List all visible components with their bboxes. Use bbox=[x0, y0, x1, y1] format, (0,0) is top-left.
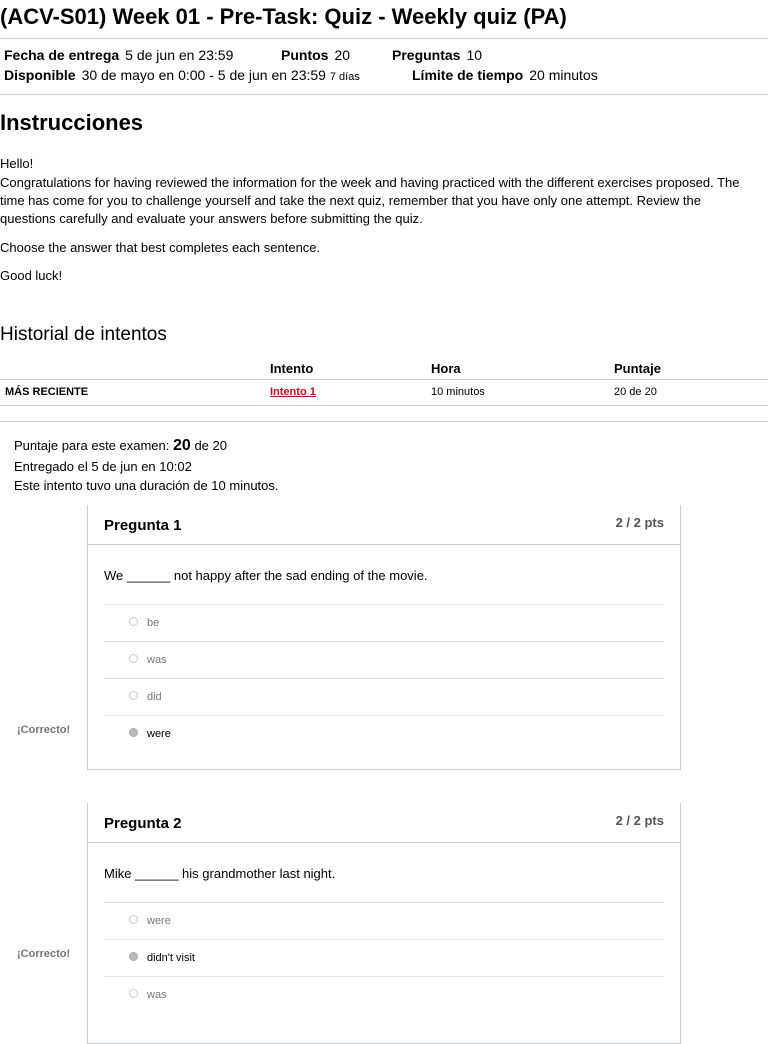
question-points: 2 / 2 pts bbox=[615, 515, 664, 530]
answer-label: did bbox=[147, 691, 162, 703]
due-date bbox=[4, 47, 233, 63]
divider bbox=[0, 421, 768, 422]
question-points: 2 / 2 pts bbox=[615, 813, 664, 828]
points-value: 20 bbox=[334, 47, 351, 63]
time-limit bbox=[412, 67, 598, 83]
instructions-paragraph: Congratulations for having reviewed the information for the week and having practiced with the different exercises proposed. The time has come for you to challenge yourself and take the next quiz, remember that you have only one attempt. Review the questions carefully and evaluate your answers before submitting the quiz. bbox=[0, 175, 740, 226]
radio-selected-icon[interactable] bbox=[129, 952, 138, 961]
radio-icon[interactable] bbox=[129, 617, 138, 626]
exam-score bbox=[14, 437, 227, 455]
divider bbox=[0, 38, 768, 39]
time-limit-value: 20 minutos bbox=[529, 67, 598, 83]
history-heading: Historial de intentos bbox=[0, 324, 167, 345]
correct-badge: ¡Correcto! bbox=[17, 948, 71, 960]
radio-selected-icon[interactable] bbox=[129, 728, 138, 737]
answer-option[interactable] bbox=[104, 902, 664, 939]
row-time: 10 minutos bbox=[431, 386, 485, 398]
correct-badge: ¡Correcto! bbox=[17, 724, 71, 736]
radio-icon[interactable] bbox=[129, 915, 138, 924]
table-divider bbox=[0, 379, 768, 380]
answer-label: were bbox=[147, 915, 171, 927]
answer-option-selected[interactable] bbox=[104, 939, 664, 976]
divider bbox=[0, 94, 768, 95]
points bbox=[281, 47, 350, 63]
instructions-heading: Instrucciones bbox=[0, 110, 144, 135]
question-title: Pregunta 1 bbox=[104, 517, 182, 534]
score-value: 20 bbox=[173, 437, 191, 454]
table-divider bbox=[0, 405, 768, 406]
question-title: Pregunta 2 bbox=[104, 815, 182, 832]
answer-label: didn't visit bbox=[147, 952, 195, 964]
answer-label: was bbox=[147, 989, 167, 1001]
available-days: 7 días bbox=[329, 71, 360, 83]
points-label: Puntos bbox=[281, 47, 329, 63]
due-value: 5 de jun en 23:59 bbox=[125, 47, 234, 63]
due-label: Fecha de entrega bbox=[4, 47, 120, 63]
question-text: Mike ______ his grandmother last night. bbox=[104, 866, 336, 881]
answer-option[interactable] bbox=[104, 678, 664, 715]
question-header bbox=[88, 803, 680, 843]
submitted-date: Entregado el 5 de jun en 10:02 bbox=[14, 459, 192, 474]
score-prefix: Puntaje para este examen: bbox=[14, 438, 170, 453]
questions-label: Preguntas bbox=[392, 47, 461, 63]
row-latest-label: MÁS RECIENTE bbox=[5, 386, 89, 398]
answer-option[interactable] bbox=[104, 976, 664, 1013]
radio-icon[interactable] bbox=[129, 654, 138, 663]
instructions-choose: Choose the answer that best completes each sentence. bbox=[0, 240, 321, 255]
row-score: 20 de 20 bbox=[614, 386, 657, 398]
questions-count bbox=[392, 47, 482, 63]
answer-label: was bbox=[147, 654, 167, 666]
radio-icon[interactable] bbox=[129, 691, 138, 700]
answer-option[interactable] bbox=[104, 641, 664, 678]
page-title: (ACV-S01) Week 01 - Pre-Task: Quiz - Weekly quiz (PA) bbox=[0, 4, 567, 29]
question-1 bbox=[87, 505, 681, 770]
availability bbox=[4, 67, 360, 83]
question-header bbox=[88, 505, 680, 545]
col-attempt: Intento bbox=[270, 361, 314, 376]
questions-value: 10 bbox=[466, 47, 483, 63]
col-score: Puntaje bbox=[614, 361, 661, 376]
attempt-link[interactable]: Intento 1 bbox=[270, 386, 316, 398]
col-time: Hora bbox=[431, 361, 461, 376]
available-value: 30 de mayo en 0:00 - 5 de jun en 23:59 bbox=[81, 67, 326, 83]
answer-label: were bbox=[147, 728, 171, 740]
instructions-hello: Hello! bbox=[0, 156, 34, 171]
instructions-good-luck: Good luck! bbox=[0, 268, 63, 283]
available-label: Disponible bbox=[4, 67, 76, 83]
attempt-duration: Este intento tuvo una duración de 10 minutos. bbox=[14, 478, 279, 493]
answer-label: be bbox=[147, 617, 160, 629]
question-2 bbox=[87, 803, 681, 1044]
answer-option-selected[interactable] bbox=[104, 715, 664, 752]
radio-icon[interactable] bbox=[129, 989, 138, 998]
question-text: We ______ not happy after the sad ending of the movie. bbox=[104, 568, 428, 583]
time-limit-label: Límite de tiempo bbox=[412, 67, 524, 83]
answer-option[interactable] bbox=[104, 604, 664, 641]
score-suffix: de 20 bbox=[194, 438, 227, 453]
